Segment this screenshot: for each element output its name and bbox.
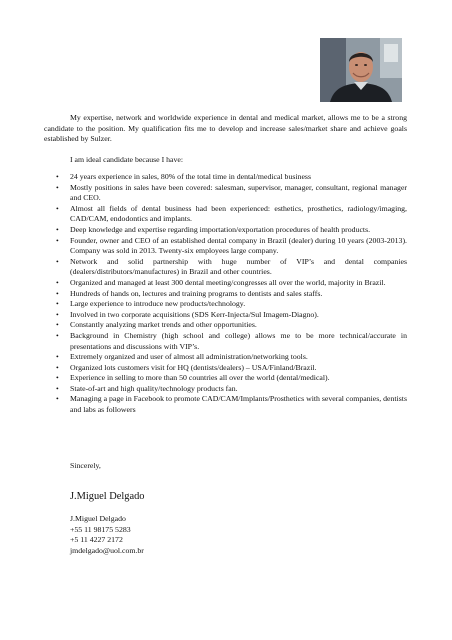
list-item: • Mostly positions in sales have been covered: salesman, supervisor, manager, consultant, regional manager and CEO. — [56, 183, 407, 204]
list-item: • Deep knowledge and expertise regarding importation/exportation procedures of health products. — [56, 225, 407, 236]
list-item: • 24 years experience in sales, 80% of the total time in dental/medical business — [56, 172, 407, 183]
closing-line: Sincerely, — [70, 461, 101, 470]
contact-email[interactable]: jmdelgado@uol.com.br — [70, 545, 144, 555]
ideal-candidate-line: I am ideal candidate because I have: — [70, 155, 183, 164]
list-item: • Constantly analyzing market trends and other opportunities. — [56, 320, 407, 331]
contact-phone-landline: +5 11 4227 2172 — [70, 535, 123, 545]
list-item: • Background in Chemistry (high school and college) allows me to be more technical/accurate in presentations and discussions with VIP’s. — [56, 331, 407, 352]
list-item: • State-of-art and high quality/technology products fan. — [56, 384, 407, 395]
list-item: • Extremely organized and user of almost all administration/networking tools. — [56, 352, 407, 363]
list-item: • Founder, owner and CEO of an established dental company in Brazil (dealer) during 10 years (2003-2013). Company was sold in 2013. Twenty-six employees large company. — [56, 236, 407, 257]
list-item: • Organized and managed at least 300 dental meeting/congresses all over the world, majority in Brazil. — [56, 278, 407, 289]
portrait-image — [320, 38, 402, 102]
list-item: • Large experience to introduce new products/technology. — [56, 299, 407, 310]
qualifications-list — [56, 172, 407, 416]
list-item: • Managing a page in Facebook to promote CAD/CAM/Implants/Prosthetics with several companies, dentists and labs as followers — [56, 394, 407, 415]
list-item: • Almost all fields of dental business had been experienced: esthetics, prosthetics, radiology/imaging, CAD/CAM, endodontics and implants. — [56, 204, 407, 225]
intro-paragraph: My expertise, network and worldwide experience in dental and medical market, allows me to be a strong candidate to the position. My qualification fits me to develop and increase sales/market share and achieve goals established by Sulzer. — [44, 113, 407, 144]
list-item: • Hundreds of hands on, lectures and training programs to dentists and sales staffs. — [56, 289, 407, 300]
contact-block — [70, 514, 144, 556]
list-item: • Experience in selling to more than 50 countries all over the world (dental/medical). — [56, 373, 407, 384]
list-item: • Involved in two corporate acquisitions (SDS Kerr-Injecta/Sul Imagem-Diagno). — [56, 310, 407, 321]
contact-phone-mobile: +55 11 98175 5283 — [70, 524, 131, 534]
contact-name: J.Miguel Delgado — [70, 514, 126, 523]
signature-name: J.Miguel Delgado — [70, 491, 145, 502]
list-item: • Organized lots customers visit for HQ (dentists/dealers) – USA/Finland/Brazil. — [56, 363, 407, 374]
list-item: • Network and solid partnership with huge number of VIP’s and dental companies (dealers/distributors/manufactures) in Brazil and other countries. — [56, 257, 407, 278]
profile-photo — [320, 38, 402, 102]
